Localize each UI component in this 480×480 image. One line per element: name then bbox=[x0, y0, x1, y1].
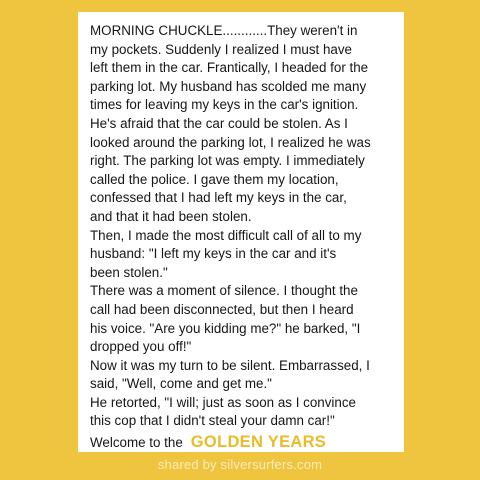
story-line: MORNING CHUCKLE............They weren't in bbox=[90, 23, 358, 38]
story-line: and that it had been stolen. bbox=[90, 208, 252, 224]
story-line: He's afraid that the car could be stolen. As I bbox=[90, 115, 348, 131]
story-line: dropped you off!" bbox=[90, 339, 192, 355]
footer-credit: shared by silversurfers.com bbox=[157, 457, 323, 472]
story-line: times for leaving my keys in the car's ignition. bbox=[90, 97, 359, 113]
story-line: this cop that I didn't steal your damn car!" bbox=[90, 413, 335, 429]
story-line: my pockets. Suddenly I realized I must have bbox=[90, 41, 352, 57]
story-line: been stolen." bbox=[90, 264, 168, 280]
story-line: said, "Well, come and get me." bbox=[90, 376, 272, 392]
story-line: Now it was my turn to be silent. Embarrassed, I bbox=[90, 357, 370, 373]
closing-text: Welcome to the bbox=[90, 435, 183, 451]
story-line: right. The parking lot was empty. I immediately bbox=[90, 153, 365, 169]
golden-years-highlight: GOLDEN YEARS bbox=[190, 433, 327, 452]
story-line: call had been disconnected, but then I heard bbox=[90, 301, 354, 317]
story-line: left them in the car. Frantically, I headed for the bbox=[90, 60, 369, 76]
story-line: parking lot. My husband has scolded me many bbox=[90, 78, 367, 94]
story-line: his voice. "Are you kidding me?" he barked, "I bbox=[90, 320, 361, 336]
closing-line bbox=[90, 431, 392, 454]
story-line: called the police. I gave them my location, bbox=[90, 171, 339, 187]
story-line: He retorted, "I will; just as soon as I convince bbox=[90, 394, 356, 410]
story-line: husband: "I left my keys in the car and it's bbox=[90, 246, 337, 262]
story-line: looked around the parking lot, I realized he was bbox=[90, 134, 371, 150]
story-line: There was a moment of silence. I thought the bbox=[90, 283, 358, 299]
story-card bbox=[78, 12, 404, 452]
story-line: Then, I made the most difficult call of all to my bbox=[90, 227, 362, 243]
story-text bbox=[90, 22, 392, 431]
story-line: confessed that I had left my keys in the car, bbox=[90, 190, 347, 206]
